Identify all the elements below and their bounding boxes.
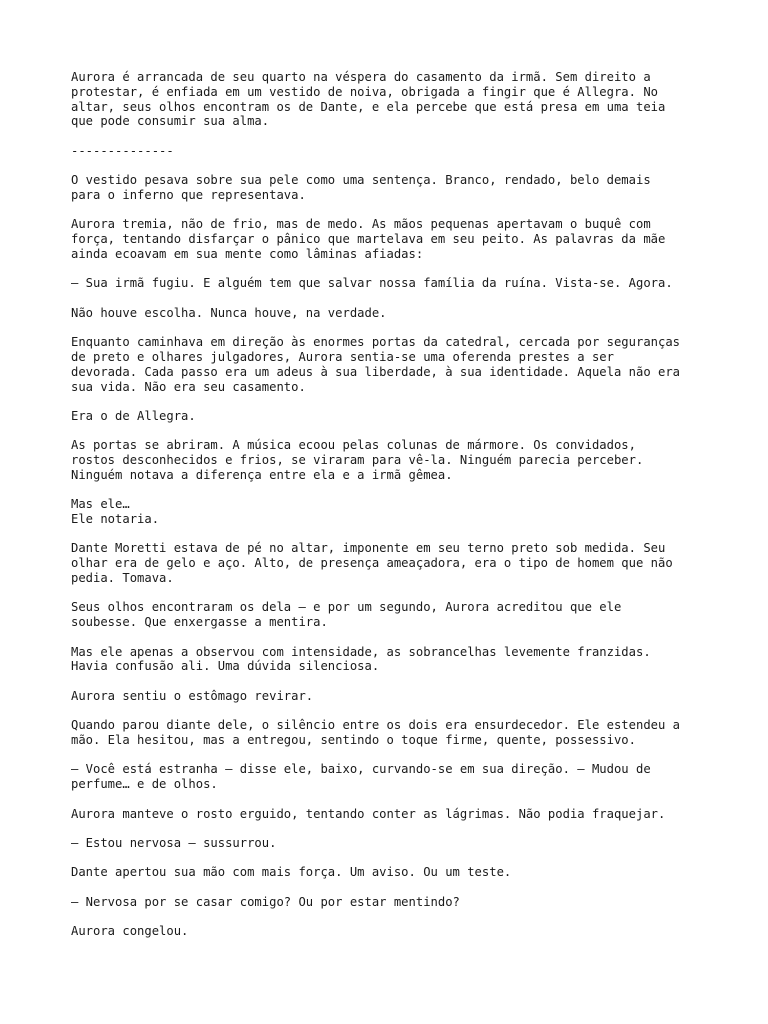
body-paragraph: Aurora manteve o rosto erguido, tentando conter as lágrimas. Não podia fraquejar. (71, 806, 666, 821)
dialogue-paragraph: — Você está estranha — disse ele, baixo, curvando-se em sua direção. — Mudou de perfume… e de olhos. (71, 762, 651, 792)
body-paragraph: Não houve escolha. Nunca houve, na verdade. (71, 305, 387, 320)
dialogue-paragraph: — Nervosa por se casar comigo? Ou por estar mentindo? (71, 894, 460, 909)
body-paragraph: Mas ele apenas a observou com intensidade, as sobrancelhas levemente franzidas. Havia confusão ali. Uma dúvida silenciosa. (71, 644, 651, 674)
body-paragraph: Enquanto caminhava em direção às enormes portas da catedral, cercada por seguranças de preto e olhares julgadores, Aurora sentia-se uma oferenda prestes a ser devorada. Cada passo era um adeus à sua liberdade, à sua identidade. Aquela não era sua vida. Não era seu casamento. (71, 335, 681, 394)
body-paragraph: Dante Moretti estava de pé no altar, imponente em seu terno preto sob medida. Seu olhar era de gelo e aço. Alto, de presença ameaçadora, era o tipo de homem que não pedia. Tomava. (71, 541, 673, 586)
synopsis-paragraph: Aurora é arrancada de seu quarto na véspera do casamento da irmã. Sem direito a protestar, é enfiada em um vestido de noiva, obrigada a fingir que é Allegra. No altar, seus olhos encontram os de Dante, e ela percebe que está presa em uma teia que pode consumir sua alma. (71, 70, 666, 129)
body-paragraph: Aurora congelou. (71, 924, 189, 939)
body-paragraph: Seus olhos encontraram os dela — e por um segundo, Aurora acreditou que ele soubesse. Que enxergasse a mentira. (71, 600, 622, 630)
dialogue-paragraph: — Estou nervosa — sussurrou. (71, 835, 277, 850)
body-paragraph: As portas se abriram. A música ecoou pelas colunas de mármore. Os convidados, rostos desconhecidos e frios, se viraram para vê-la. Ninguém parecia perceber. Ninguém notava a diferença entre ela e a irmã gêmea. (71, 438, 644, 482)
section-divider: -------------- (71, 143, 174, 158)
body-paragraph: O vestido pesava sobre sua pele como uma sentença. Branco, rendado, belo demais para o inferno que representava. (71, 173, 651, 202)
dialogue-paragraph: — Sua irmã fugiu. E alguém tem que salvar nossa família da ruína. Vista-se. Agora. (71, 276, 673, 291)
body-paragraph: Quando parou diante dele, o silêncio entre os dois era ensurdecedor. Ele estendeu a mão. Ela hesitou, mas a entregou, sentindo o toque firme, quente, possessivo. (71, 718, 681, 748)
body-paragraph: Mas ele… Ele notaria. (71, 497, 160, 527)
body-paragraph: Aurora sentiu o estômago revirar. (71, 688, 314, 703)
document-page (71, 70, 711, 954)
body-paragraph: Aurora tremia, não de frio, mas de medo. As mãos pequenas apertavam o buquê com força, tentando disfarçar o pânico que martelava em seu peito. As palavras da mãe ainda ecoavam em sua mente como lâminas afiadas: (71, 217, 666, 261)
body-paragraph: Era o de Allegra. (71, 408, 196, 423)
body-paragraph: Dante apertou sua mão com mais força. Um aviso. Ou um teste. (71, 865, 512, 880)
